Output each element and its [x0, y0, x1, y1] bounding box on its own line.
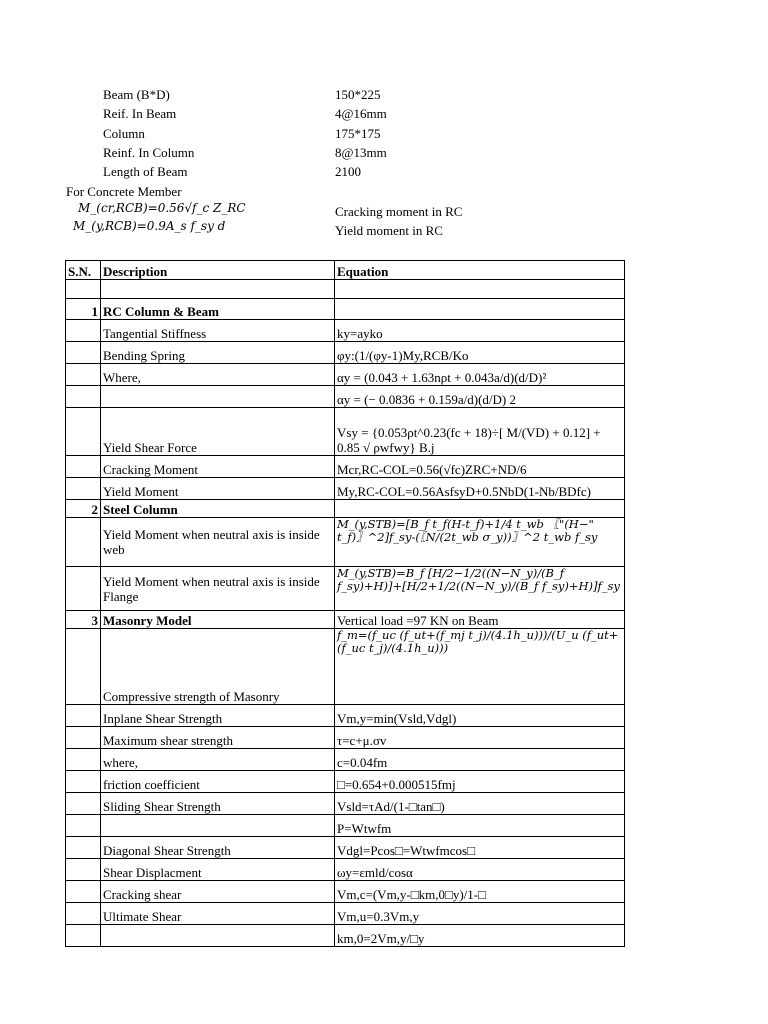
row-equation: φy:(1/(φy-1)My,RCB/Ko [335, 342, 625, 364]
spec-label: Reinf. In Column [103, 145, 195, 160]
row-sn [66, 903, 101, 925]
table-header-row [66, 261, 625, 280]
row-sn [66, 629, 101, 705]
concrete-member-heading: For Concrete Member [66, 184, 182, 199]
row-description: Yield Moment when neutral axis is inside Flange [101, 567, 335, 611]
spec-label: Beam (B*D) [103, 87, 170, 102]
row-description: Bending Spring [101, 342, 335, 364]
yield-moment-formula: M_(y,RCB)=0.9A_s f_sy d [73, 219, 226, 233]
table-row [66, 925, 625, 947]
row-description: friction coefficient [101, 771, 335, 793]
row-description: Cracking Moment [101, 456, 335, 478]
row-sn [66, 859, 101, 881]
row-description: Diagonal Shear Strength [101, 837, 335, 859]
row-equation: Mcr,RC-COL=0.56(√fc)ZRC+ND/6 [335, 456, 625, 478]
row-equation: αy = (0.043 + 1.63nρt + 0.043a/d)(d/D)² [335, 364, 625, 386]
row-equation: c=0.04fm [335, 749, 625, 771]
row-equation [335, 299, 625, 320]
table-row [66, 629, 625, 705]
row-equation: Vsld=τAd/(1-□tan□) [335, 793, 625, 815]
row-description: Ultimate Shear [101, 903, 335, 925]
row-sn [66, 881, 101, 903]
row-description [101, 280, 335, 299]
row-sn [66, 456, 101, 478]
table-row [66, 793, 625, 815]
spec-value: 4@16mm [335, 106, 387, 121]
row-description: Steel Column [101, 500, 335, 518]
row-sn [66, 408, 101, 456]
table-row [66, 280, 625, 299]
row-description: Compressive strength of Masonry [101, 629, 335, 705]
header-equation: Equation [335, 261, 625, 280]
row-equation: Vsy = {0.053ρt^0.23(fc + 18)÷[ M/(VD) + 0.12] + 0.85 √ ρwfwy} B.j [335, 408, 625, 456]
table-row [66, 456, 625, 478]
equation-text: f_m=(f_uc (f_ut+(f_mj t_j)/(4.1h_u)))/(U_u (f_ut+(f_uc t_j)/(4.1h_u))) [337, 628, 619, 655]
equation-text: M_(y,STB)=[B_f t_f(H-t_f)+1/4 t_wb 〖"(H−" t_f)〗^2]f_sy-(〖N/(2t_wb σ_y))〗^2 t_wb f_sy [337, 517, 598, 544]
table-row [66, 837, 625, 859]
table-row [66, 567, 625, 611]
row-description: RC Column & Beam [101, 299, 335, 320]
row-equation [335, 280, 625, 299]
table-row [66, 771, 625, 793]
row-sn: 3 [66, 611, 101, 629]
header-sn: S.N. [66, 261, 101, 280]
row-sn [66, 280, 101, 299]
spec-value: 150*225 [335, 87, 381, 102]
row-equation: τ=c+μ.σv [335, 727, 625, 749]
row-description: Tangential Stiffness [101, 320, 335, 342]
cracking-moment-formula: M_(cr,RCB)=0.56√f_c Z_RC [78, 201, 246, 215]
row-equation: Vm,u=0.3Vm,y [335, 903, 625, 925]
row-sn [66, 727, 101, 749]
row-equation: km,0=2Vm,y/□y [335, 925, 625, 947]
row-sn [66, 567, 101, 611]
row-description: Yield Shear Force [101, 408, 335, 456]
table-row [66, 881, 625, 903]
table-row [66, 903, 625, 925]
row-sn [66, 342, 101, 364]
spec-value: 2100 [335, 164, 361, 179]
row-description: Shear Displacment [101, 859, 335, 881]
table-row [66, 859, 625, 881]
row-description: where, [101, 749, 335, 771]
row-equation: ky=ayko [335, 320, 625, 342]
row-description: Cracking shear [101, 881, 335, 903]
row-equation: Vdgl=Pcos□=Wtwfmcos□ [335, 837, 625, 859]
row-sn [66, 837, 101, 859]
row-sn [66, 749, 101, 771]
table-row [66, 611, 625, 629]
cracking-moment-desc: Cracking moment in RC [335, 204, 463, 219]
row-equation: Vm,y=min(Vsld,Vdgl) [335, 705, 625, 727]
row-equation: P=Wtwfm [335, 815, 625, 837]
table-row [66, 749, 625, 771]
table-row [66, 320, 625, 342]
spec-value: 175*175 [335, 126, 381, 141]
row-equation [335, 567, 625, 611]
table-row [66, 727, 625, 749]
row-equation [335, 629, 625, 705]
equation-text: M_(y,STB)=B_f [H/2−1/2((N−N_y)/(B_f f_sy)+H)]+[H/2+1/2((N−N_y)/(B_f f_sy)+H)]f_sy [337, 566, 620, 593]
row-description: Masonry Model [101, 611, 335, 629]
row-description: Inplane Shear Strength [101, 705, 335, 727]
header-description: Description [101, 261, 335, 280]
spec-label: Column [103, 126, 145, 141]
table-row [66, 408, 625, 456]
table-row [66, 299, 625, 320]
row-equation: αy = (− 0.0836 + 0.159a/d)(d/D) 2 [335, 386, 625, 408]
row-description [101, 386, 335, 408]
row-sn [66, 793, 101, 815]
table-row [66, 364, 625, 386]
row-sn [66, 320, 101, 342]
table-row [66, 342, 625, 364]
table-row [66, 518, 625, 567]
row-description: Yield Moment when neutral axis is inside web [101, 518, 335, 567]
row-description [101, 925, 335, 947]
row-description: Yield Moment [101, 478, 335, 500]
table-row [66, 815, 625, 837]
row-description: Sliding Shear Strength [101, 793, 335, 815]
spec-label: Reif. In Beam [103, 106, 177, 121]
row-description [101, 815, 335, 837]
row-description: Maximum shear strength [101, 727, 335, 749]
row-equation [335, 518, 625, 567]
row-sn [66, 386, 101, 408]
row-sn [66, 771, 101, 793]
row-equation: Vertical load =97 KN on Beam [335, 611, 625, 629]
spec-label: Length of Beam [103, 164, 188, 179]
row-sn [66, 925, 101, 947]
table-row [66, 500, 625, 518]
row-sn [66, 705, 101, 727]
yield-moment-desc: Yield moment in RC [335, 223, 443, 238]
row-sn [66, 815, 101, 837]
row-sn [66, 364, 101, 386]
row-equation: ωy=εmld/cosα [335, 859, 625, 881]
row-equation: My,RC-COL=0.56AsfsyD+0.5NbD(1-Nb/BDfc) [335, 478, 625, 500]
row-equation: Vm,c=(Vm,y-□km,0□y)/1-□ [335, 881, 625, 903]
table-row [66, 478, 625, 500]
row-sn: 1 [66, 299, 101, 320]
row-equation [335, 500, 625, 518]
table-row [66, 705, 625, 727]
table-row [66, 386, 625, 408]
table-body [66, 280, 625, 947]
row-equation: □=0.654+0.000515fmj [335, 771, 625, 793]
row-description: Where, [101, 364, 335, 386]
spec-value: 8@13mm [335, 145, 387, 160]
row-sn [66, 518, 101, 567]
row-sn [66, 478, 101, 500]
row-sn: 2 [66, 500, 101, 518]
equation-table [65, 260, 625, 947]
